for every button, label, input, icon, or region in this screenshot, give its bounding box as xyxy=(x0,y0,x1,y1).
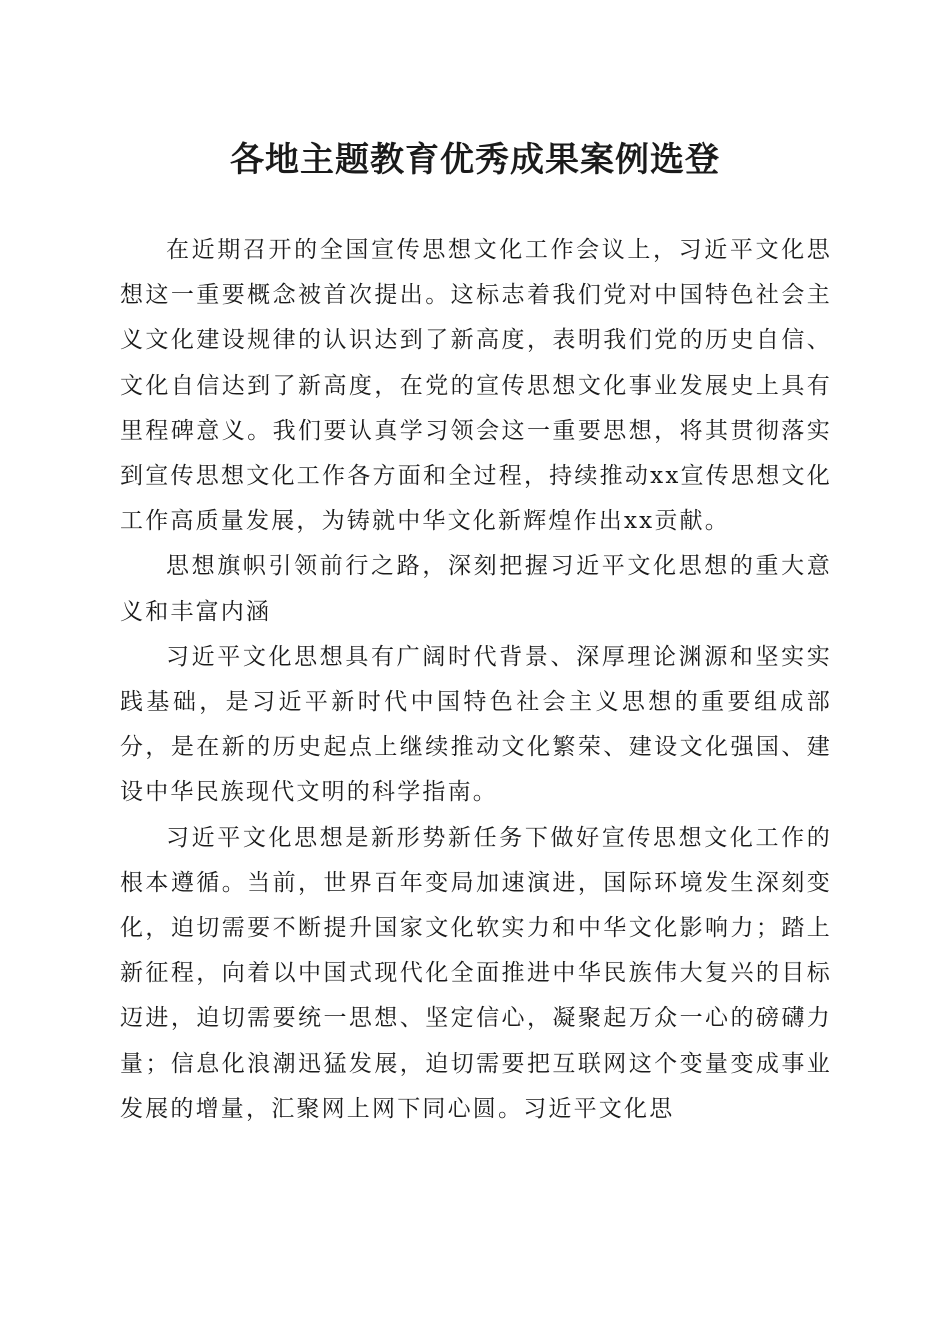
paragraph-intro: 在近期召开的全国宣传思想文化工作会议上，习近平文化思想这一重要概念被首次提出。这标志着我们党对中国特色社会主义文化建设规律的认识达到了新高度，表明我们党的历史自信、文化自信达到了新高度，在党的宣传思想文化事业发展史上具有里程碑意义。我们要认真学习领会这一重要思想，将其贯彻落实到宣传思想文化工作各方面和全过程，持续推动xx宣传思想文化工作高质量发展，为铸就中华文化新辉煌作出xx贡献。 xyxy=(120,237,832,535)
paragraph-background: 习近平文化思想具有广阔时代背景、深厚理论渊源和坚实实践基础，是习近平新时代中国特色社会主义思想的重要组成部分，是在新的历史起点上继续推动文化繁荣、建设文化强国、建设中华民族现代文明的科学指南。 xyxy=(120,643,832,806)
paragraph-guidance: 习近平文化思想是新形势新任务下做好宣传思想文化工作的根本遵循。当前，世界百年变局加速演进，国际环境发生深刻变化，迫切需要不断提升国家文化软实力和中华文化影响力；踏上新征程，向着以中国式现代化全面推进中华民族伟大复兴的目标迈进，迫切需要统一思想、坚定信心，凝聚起万众一心的磅礴力量；信息化浪潮迅猛发展，迫切需要把互联网这个变量变成事业发展的增量，汇聚网上网下同心圆。习近平文化思 xyxy=(120,824,832,1122)
document-body xyxy=(120,228,832,1132)
paragraph-section-heading: 思想旗帜引领前行之路，深刻把握习近平文化思想的重大意义和丰富内涵 xyxy=(120,553,832,625)
document-title: 各地主题教育优秀成果案例选登 xyxy=(230,140,720,180)
